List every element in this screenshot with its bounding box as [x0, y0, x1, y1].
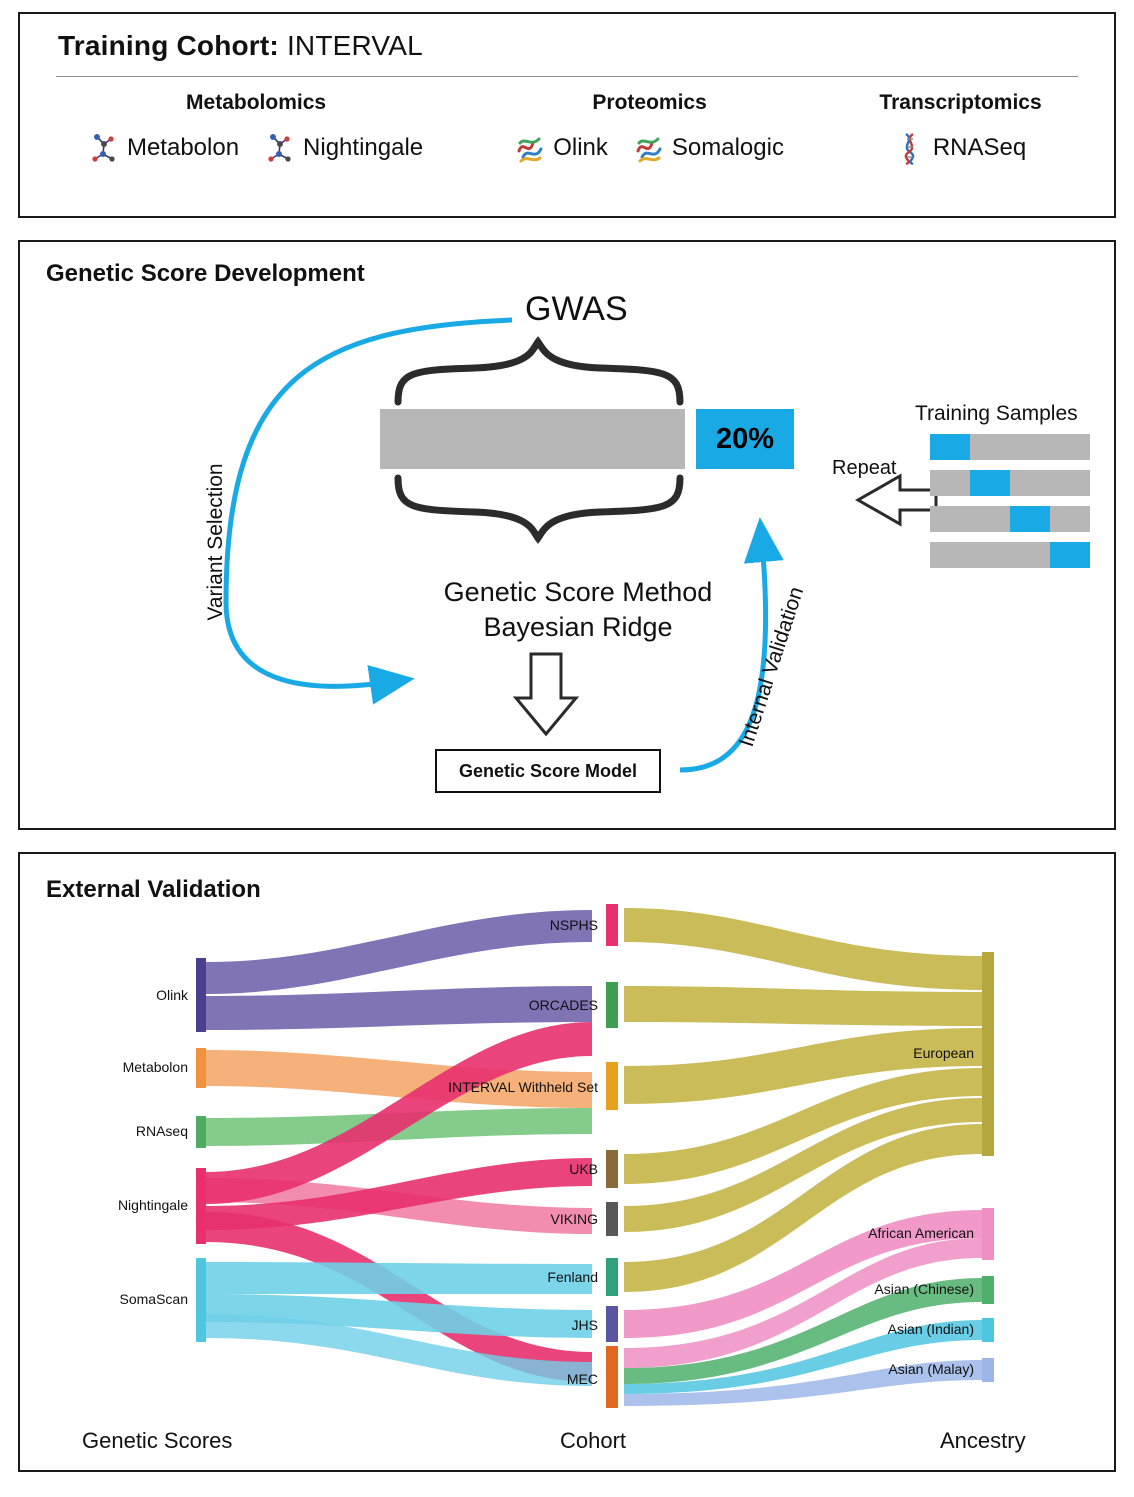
- gwas-variant-bar: [380, 409, 685, 469]
- sankey-label-ukb: UKB: [569, 1161, 598, 1177]
- holdout-block: [930, 434, 970, 460]
- sankey-node-ukb: [606, 1150, 618, 1188]
- training-sample-row: [930, 506, 1090, 532]
- training-samples-label: Training Samples: [915, 402, 1078, 425]
- sankey-node-nsphs: [606, 904, 618, 946]
- training-cohort-title-value: INTERVAL: [286, 30, 423, 61]
- rna-helix-icon: [895, 131, 925, 165]
- sankey-node-asian-malay: [982, 1358, 994, 1382]
- ev-panel-title: External Validation: [46, 876, 261, 903]
- sankey-label-metabolon: Metabolon: [122, 1059, 188, 1075]
- method-line-2: Bayesian Ridge: [483, 611, 673, 642]
- platform-label-olink: Olink: [553, 134, 608, 161]
- axis-label-ancestry: Ancestry: [940, 1428, 1026, 1453]
- omics-heading-metabolomics: Metabolomics: [186, 91, 327, 114]
- sankey-label-jhs: JHS: [571, 1317, 598, 1333]
- platform-label-nightingale: Nightingale: [303, 134, 424, 161]
- platform-label-somalogic: Somalogic: [671, 134, 784, 161]
- axis-label-genetic-scores: Genetic Scores: [82, 1428, 233, 1453]
- sankey-label-fenland: Fenland: [547, 1269, 598, 1285]
- omics-column-metabolomics: [52, 91, 460, 165]
- cohort-divider: [56, 76, 1078, 77]
- omics-column-transcriptomics: [839, 91, 1082, 165]
- sankey-node-interval: [606, 1062, 618, 1110]
- sankey-node-rnaseq: [196, 1116, 206, 1148]
- gsd-panel-title: Genetic Score Development: [46, 260, 365, 287]
- genetic-score-development-panel: [18, 240, 1116, 830]
- axis-label-cohort: Cohort: [560, 1428, 627, 1453]
- holdout-block: [1050, 542, 1090, 568]
- sankey-label-nsphs: NSPHS: [549, 917, 598, 933]
- training-cohort-panel: [18, 12, 1116, 218]
- variant-selection-label: Variant Selection: [204, 463, 227, 621]
- sankey-label-european: European: [913, 1045, 974, 1061]
- sankey-node-european: [982, 952, 994, 1156]
- sankey-label-asian-chinese: Asian (Chinese): [874, 1281, 974, 1297]
- repeat-label: Repeat: [832, 457, 897, 479]
- platform-row-proteomics: [460, 131, 839, 165]
- protein-icon: [634, 131, 664, 165]
- sankey-node-asian-indian: [982, 1318, 994, 1342]
- platform-olink: [515, 131, 608, 165]
- sankey-label-viking: VIKING: [550, 1211, 598, 1227]
- training-cohort-title: [46, 30, 1088, 62]
- external-validation-panel: [18, 852, 1116, 1472]
- sankey-node-somascan: [196, 1258, 206, 1342]
- sankey-label-mec: MEC: [566, 1371, 598, 1387]
- genetic-score-method-text: [418, 575, 738, 644]
- holdout-percent-box: 20%: [696, 409, 794, 469]
- sankey-label-rnaseq: RNAseq: [135, 1123, 188, 1139]
- training-cohort-title-strong: Training Cohort:: [58, 30, 279, 61]
- protein-icon: [515, 131, 545, 165]
- genetic-score-model-box: Genetic Score Model: [435, 749, 661, 793]
- sankey-node-fenland: [606, 1258, 618, 1296]
- sankey-label-interval: INTERVAL Withheld Set: [448, 1079, 598, 1095]
- sankey-node-olink: [196, 958, 206, 1032]
- training-sample-row: [930, 434, 1090, 460]
- molecule-icon: [89, 131, 119, 165]
- internal-validation-label: Internal Validation: [734, 584, 809, 750]
- platform-rnaseq: [895, 131, 1026, 165]
- sankey-node-african-american: [982, 1208, 994, 1260]
- sankey-label-asian-indian: Asian (Indian): [887, 1321, 974, 1337]
- molecule-icon: [265, 131, 295, 165]
- gwas-label: GWAS: [525, 290, 628, 328]
- sankey-node-jhs: [606, 1306, 618, 1342]
- omics-columns: [46, 91, 1088, 165]
- sankey-node-asian-chinese: [982, 1276, 994, 1304]
- omics-heading-transcriptomics: Transcriptomics: [879, 91, 1042, 114]
- platform-metabolon: [89, 131, 239, 165]
- sankey-svg: [20, 890, 1116, 1430]
- holdout-block: [970, 470, 1010, 496]
- training-sample-row: [930, 470, 1090, 496]
- omics-column-proteomics: [460, 91, 839, 165]
- platform-row-metabolomics: [52, 131, 460, 165]
- sankey-node-orcades: [606, 982, 618, 1028]
- platform-label-rnaseq: RNASeq: [932, 134, 1027, 161]
- training-sample-row: [930, 542, 1090, 568]
- platform-label-metabolon: Metabolon: [126, 134, 240, 161]
- sankey-label-orcades: ORCADES: [528, 997, 598, 1013]
- sankey-node-viking: [606, 1202, 618, 1236]
- holdout-block: [1010, 506, 1050, 532]
- sankey-node-mec: [606, 1346, 618, 1408]
- sankey-node-nightingale: [196, 1168, 206, 1244]
- platform-nightingale: [265, 131, 423, 165]
- method-line-1: Genetic Score Method: [443, 577, 713, 607]
- sankey-label-african-american: African American: [868, 1225, 974, 1241]
- sankey-diagram: [20, 890, 1114, 1430]
- sankey-label-somascan: SomaScan: [119, 1291, 188, 1307]
- sankey-label-asian-malay: Asian (Malay): [888, 1361, 974, 1377]
- sankey-node-metabolon: [196, 1048, 206, 1088]
- sankey-label-olink: Olink: [156, 987, 188, 1003]
- platform-somalogic: [634, 131, 784, 165]
- training-samples-rows: [930, 434, 1090, 578]
- platform-row-transcriptomics: [839, 131, 1082, 165]
- omics-heading-proteomics: Proteomics: [592, 91, 707, 114]
- sankey-label-nightingale: Nightingale: [117, 1197, 188, 1213]
